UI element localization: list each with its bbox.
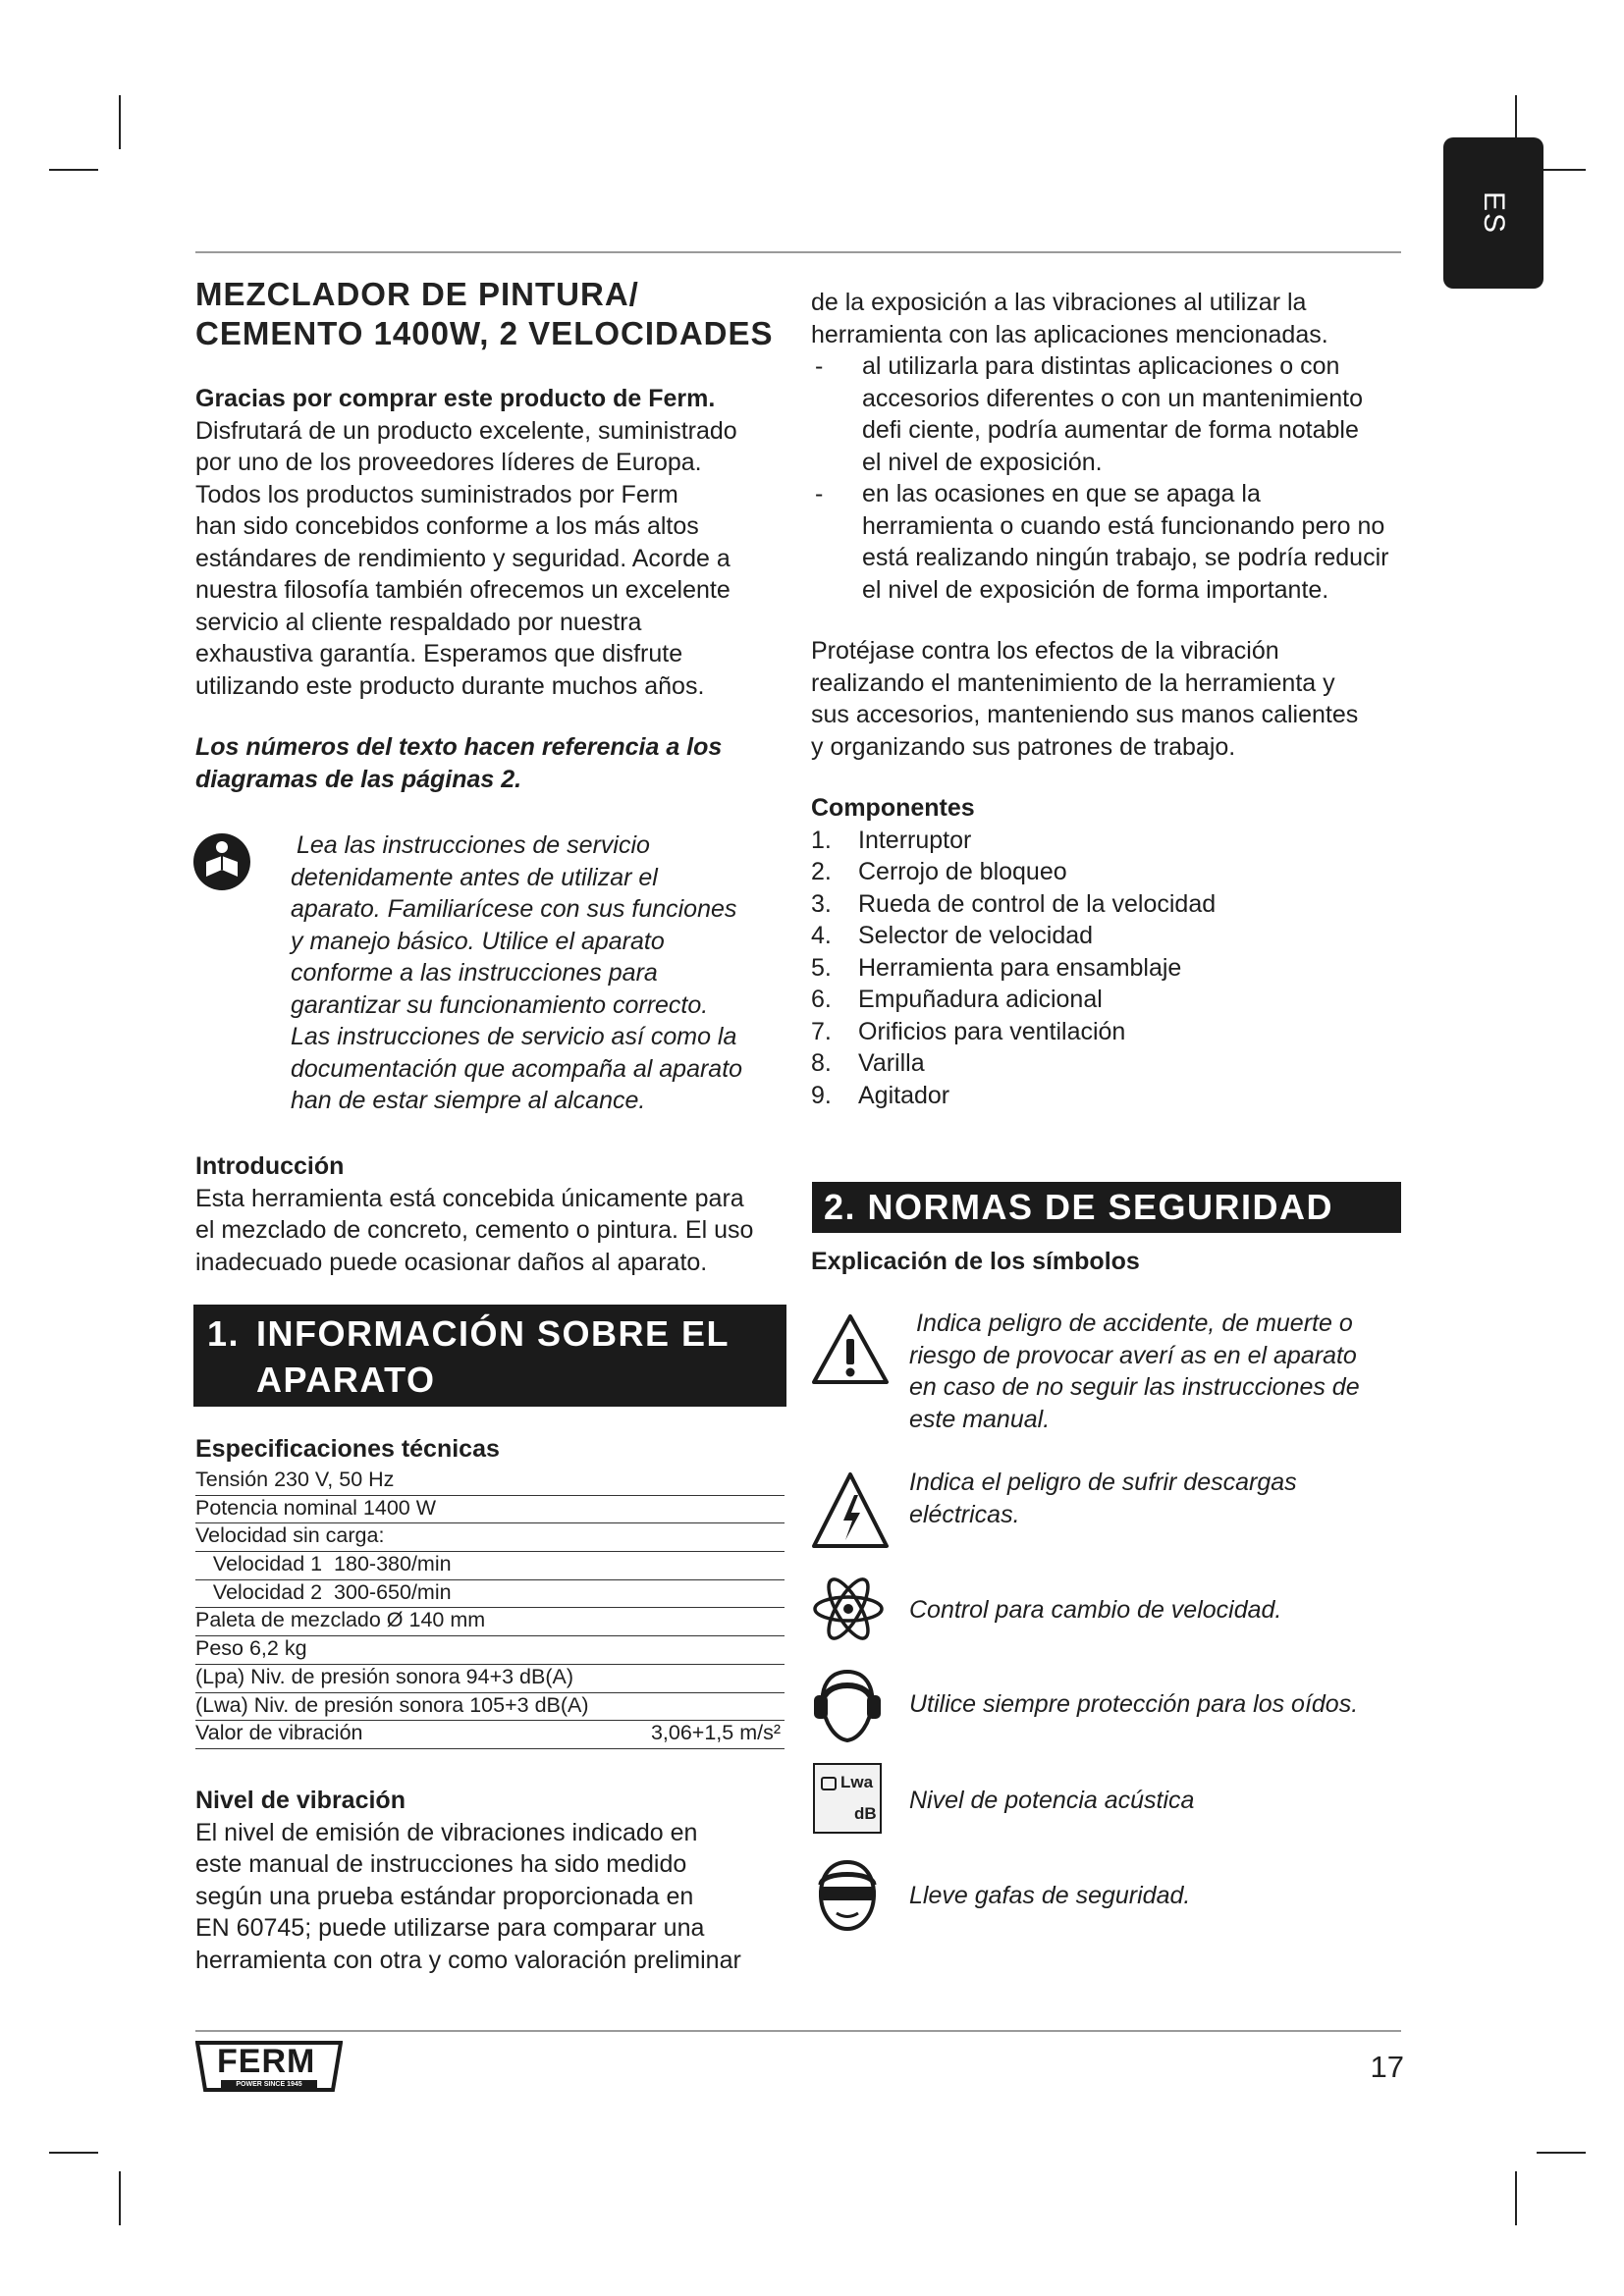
component-item bbox=[811, 984, 1410, 1016]
right-column bbox=[811, 287, 1410, 1111]
crop-mark bbox=[49, 2152, 98, 2154]
section-1-title-line-2: APARATO bbox=[256, 1360, 436, 1400]
read-manual-line: y manejo básico. Utilice el aparato bbox=[291, 927, 665, 955]
sound-power-icon bbox=[813, 1763, 882, 1834]
speed-control-icon bbox=[811, 1572, 886, 1646]
component-label: Empuñadura adicional bbox=[858, 986, 1103, 1013]
bullet-item bbox=[811, 478, 1410, 606]
spec-row bbox=[195, 1721, 785, 1749]
protect-line: y organizando sus patrones de trabajo. bbox=[811, 732, 1236, 761]
electric-line: eléctricas. bbox=[909, 1500, 1020, 1528]
speed-line: Control para cambio de velocidad. bbox=[909, 1596, 1282, 1624]
component-item bbox=[811, 952, 1410, 985]
spec-row bbox=[195, 1580, 785, 1609]
protect-line: sus accesorios, manteniendo sus manos calientes bbox=[811, 701, 1359, 728]
component-label: Herramienta para ensamblaje bbox=[858, 953, 1182, 982]
vibration-cont-line: de la exposición a las vibraciones al utilizar la bbox=[811, 289, 1307, 316]
spec-label: Velocidad 1 180-380/min bbox=[195, 1552, 452, 1576]
symbols-heading-block bbox=[811, 1246, 1400, 1278]
read-manual-line: documentación que acompaña al aparato bbox=[291, 1054, 743, 1083]
bullet-line: accesorios diferentes o con un mantenimiento bbox=[862, 384, 1364, 412]
bullet-line: defi ciente, podría aumentar de forma notable bbox=[862, 416, 1359, 444]
component-item bbox=[811, 825, 1410, 857]
safety-goggles-icon bbox=[815, 1859, 880, 1932]
spec-label: Tensión 230 V, 50 Hz bbox=[195, 1468, 395, 1491]
read-manual-line: garantizar su funcionamiento correcto. bbox=[291, 990, 709, 1019]
component-item bbox=[811, 1016, 1410, 1048]
spec-row bbox=[195, 1665, 785, 1693]
component-number: 4. bbox=[811, 922, 832, 949]
sound-power-label: Lwa bbox=[840, 1773, 874, 1791]
spec-row bbox=[195, 1552, 785, 1580]
components-list bbox=[811, 825, 1410, 1112]
spec-label: (Lwa) Niv. de presión sonora 105+3 dB(A) bbox=[195, 1692, 589, 1717]
intro-line: Todos los productos suministrados por Ferm bbox=[195, 480, 678, 508]
page-number: 17 bbox=[1370, 2050, 1404, 2084]
component-item bbox=[811, 1047, 1410, 1080]
footer-rule bbox=[195, 2030, 1401, 2032]
introduccion-line: inadecuado puede ocasionar daños al aparato. bbox=[195, 1248, 708, 1276]
spec-label: Velocidad 2 300-650/min bbox=[195, 1579, 452, 1604]
header-rule bbox=[195, 251, 1401, 253]
intro-line: exhaustiva garantía. Esperamos que disfrute bbox=[195, 640, 683, 667]
introduccion-section bbox=[195, 1150, 804, 1278]
lwa-text bbox=[909, 1785, 1410, 1817]
product-title bbox=[195, 275, 804, 353]
component-number: 9. bbox=[811, 1081, 832, 1109]
logo-tagline: POWER SINCE 1945 bbox=[236, 2081, 302, 2088]
spec-row bbox=[195, 1496, 785, 1524]
spec-row bbox=[195, 1636, 785, 1665]
product-title-line-2: CEMENTO 1400W, 2 VELOCIDADES bbox=[195, 315, 774, 351]
warning-line: riesgo de provocar averí as en el aparato bbox=[909, 1341, 1357, 1369]
intro-paragraph bbox=[195, 415, 804, 703]
intro-line: servicio al cliente respaldado por nuestra bbox=[195, 608, 642, 636]
vibration-line: EN 60745; puede utilizarse para comparar una bbox=[195, 1914, 705, 1942]
component-label: Varilla bbox=[858, 1049, 925, 1077]
section-2-heading bbox=[812, 1182, 1401, 1233]
symbols-heading: Explicación de los símbolos bbox=[811, 1248, 1140, 1275]
intro-line: utilizando este producto durante muchos años. bbox=[195, 671, 705, 700]
section-1-heading bbox=[193, 1305, 786, 1407]
vibration-line: según una prueba estándar proporcionada en bbox=[195, 1882, 694, 1910]
spec-label: (Lpa) Niv. de presión sonora 94+3 dB(A) bbox=[195, 1664, 574, 1688]
read-manual-line: Las instrucciones de servicio así como la bbox=[291, 1023, 737, 1050]
crop-mark bbox=[49, 169, 98, 171]
specs-heading: Especificaciones técnicas bbox=[195, 1435, 500, 1463]
component-item bbox=[811, 920, 1410, 952]
ear-text bbox=[909, 1688, 1410, 1721]
numbers-note-line-2: diagramas de las páginas 2. bbox=[195, 765, 522, 793]
spec-row bbox=[195, 1523, 785, 1552]
sound-power-unit: dB bbox=[854, 1804, 877, 1823]
bullet-line: herramienta o cuando está funcionando pero no bbox=[862, 511, 1385, 540]
component-item bbox=[811, 888, 1410, 921]
bullet-line: en las ocasiones en que se apaga la bbox=[862, 480, 1261, 507]
read-manual-icon bbox=[192, 832, 251, 891]
vibration-line: El nivel de emisión de vibraciones indicado en bbox=[195, 1818, 698, 1846]
intro-line: por uno de los proveedores líderes de Europa. bbox=[195, 449, 702, 476]
spec-label: Velocidad sin carga: bbox=[195, 1523, 385, 1548]
bullet-line: al utilizarla para distintas aplicaciones o con bbox=[862, 352, 1340, 380]
introduccion-heading: Introducción bbox=[195, 1152, 345, 1180]
electric-text bbox=[909, 1467, 1410, 1530]
bullet-dash: - bbox=[815, 352, 824, 380]
crop-mark bbox=[1537, 169, 1586, 171]
ferm-logo bbox=[195, 2039, 343, 2098]
crop-mark bbox=[119, 2171, 121, 2225]
vibration-cont-line: herramienta con las aplicaciones mencionadas. bbox=[811, 320, 1328, 348]
left-column bbox=[195, 275, 804, 795]
component-item bbox=[811, 856, 1410, 888]
components-heading: Componentes bbox=[811, 794, 975, 822]
spec-label: Paleta de mezclado Ø 140 mm bbox=[195, 1608, 486, 1632]
component-number: 7. bbox=[811, 1017, 832, 1045]
thanks-text: Gracias por comprar este producto de Ferm. bbox=[195, 385, 716, 412]
warning-triangle-icon bbox=[811, 1313, 890, 1386]
spec-value: 3,06+1,5 m/s² bbox=[650, 1721, 781, 1745]
electric-shock-icon bbox=[811, 1471, 890, 1550]
component-label: Interruptor bbox=[858, 826, 972, 854]
numbers-note-line-1: Los números del texto hacen referencia a los bbox=[195, 733, 723, 761]
goggles-line: Lleve gafas de seguridad. bbox=[909, 1882, 1191, 1909]
vibration-heading: Nivel de vibración bbox=[195, 1787, 406, 1814]
crop-mark bbox=[1515, 2171, 1517, 2225]
read-manual-text bbox=[291, 829, 801, 1117]
electric-line: Indica el peligro de sufrir descargas bbox=[909, 1468, 1297, 1496]
specs-heading-block bbox=[195, 1433, 785, 1466]
ear-protection-icon bbox=[813, 1666, 882, 1744]
language-tab bbox=[1443, 137, 1543, 289]
section-1-title-line-1: INFORMACIÓN SOBRE EL bbox=[256, 1313, 731, 1354]
vibration-line: herramienta con otra y como valoración preliminar bbox=[195, 1946, 741, 1974]
read-manual-line: aparato. Familiarícese con sus funciones bbox=[291, 895, 737, 923]
specs-table bbox=[195, 1468, 785, 1749]
component-item bbox=[811, 1080, 1410, 1112]
warning-text bbox=[909, 1308, 1410, 1435]
vibration-line: este manual de instrucciones ha sido medido bbox=[195, 1850, 687, 1878]
bullet-dash: - bbox=[815, 480, 824, 507]
intro-line: estándares de rendimiento y seguridad. Acorde a bbox=[195, 544, 731, 572]
product-title-line-1: MEZCLADOR DE PINTURA/ bbox=[195, 276, 639, 312]
warning-line: en caso de no seguir las instrucciones de bbox=[909, 1373, 1360, 1401]
speed-text bbox=[909, 1594, 1410, 1627]
read-manual-line: conforme a las instrucciones para bbox=[291, 959, 658, 987]
spec-row bbox=[195, 1608, 785, 1636]
spec-label: Peso 6,2 kg bbox=[195, 1636, 307, 1661]
protect-line: Protéjase contra los efectos de la vibración bbox=[811, 637, 1279, 665]
spec-row bbox=[195, 1468, 785, 1496]
vibration-section bbox=[195, 1785, 804, 1976]
spec-label: Potencia nominal 1400 W bbox=[195, 1495, 437, 1520]
goggles-text bbox=[909, 1880, 1410, 1912]
section-1-number: 1. bbox=[207, 1313, 241, 1354]
protect-line: realizando el mantenimiento de la herramienta y bbox=[811, 668, 1335, 697]
section-2-title: 2. NORMAS DE SEGURIDAD bbox=[824, 1187, 1334, 1227]
bullet-line: el nivel de exposición de forma importante. bbox=[862, 575, 1329, 604]
spec-row bbox=[195, 1693, 785, 1722]
spec-label: Valor de vibración bbox=[195, 1721, 363, 1745]
component-label: Selector de velocidad bbox=[858, 922, 1094, 949]
bullet-item bbox=[811, 350, 1410, 478]
logo-wordmark: FERM bbox=[217, 2043, 316, 2080]
language-tab-label: ES bbox=[1478, 190, 1510, 236]
read-manual-line: han de estar siempre al alcance. bbox=[291, 1087, 646, 1114]
read-manual-line: detenidamente antes de utilizar el bbox=[291, 863, 658, 891]
component-label: Rueda de control de la velocidad bbox=[858, 889, 1217, 918]
introduccion-line: Esta herramienta está concebida únicamente para bbox=[195, 1184, 744, 1212]
intro-line: han sido concebidos conforme a los más altos bbox=[195, 512, 699, 540]
component-number: 3. bbox=[811, 889, 832, 918]
component-number: 8. bbox=[811, 1049, 832, 1077]
crop-mark bbox=[119, 95, 121, 149]
component-label: Orificios para ventilación bbox=[858, 1017, 1126, 1045]
bullet-line: el nivel de exposición. bbox=[862, 448, 1103, 476]
lwa-line: Nivel de potencia acústica bbox=[909, 1787, 1195, 1814]
component-label: Cerrojo de bloqueo bbox=[858, 858, 1067, 885]
bullet-line: está realizando ningún trabajo, se podría reducir bbox=[862, 544, 1389, 571]
component-label: Agitador bbox=[858, 1081, 950, 1109]
crop-mark bbox=[1537, 2152, 1586, 2154]
component-number: 5. bbox=[811, 953, 832, 982]
component-number: 6. bbox=[811, 986, 832, 1013]
introduccion-line: el mezclado de concreto, cemento o pintura. El uso bbox=[195, 1216, 754, 1244]
component-number: 2. bbox=[811, 858, 832, 885]
warning-line: Indica peligro de accidente, de muerte o bbox=[916, 1309, 1353, 1337]
ear-line: Utilice siempre protección para los oídos. bbox=[909, 1690, 1359, 1718]
intro-line: Disfrutará de un producto excelente, suministrado bbox=[195, 416, 737, 445]
warning-line: este manual. bbox=[909, 1405, 1051, 1433]
speaker-icon bbox=[821, 1777, 837, 1790]
read-manual-line: Lea las instrucciones de servicio bbox=[297, 831, 650, 859]
component-number: 1. bbox=[811, 826, 832, 854]
intro-line: nuestra filosofía también ofrecemos un excelente bbox=[195, 576, 731, 604]
